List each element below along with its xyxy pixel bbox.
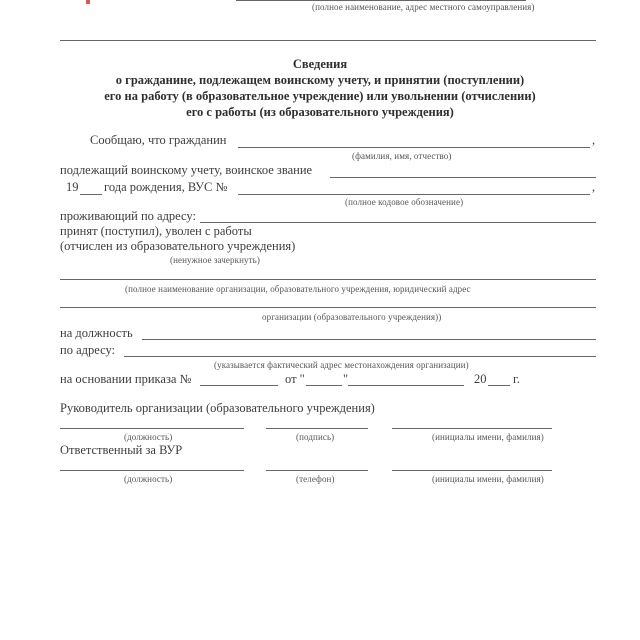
order-basis-label: на основании приказа №: [60, 372, 192, 386]
order-year-prefix: 20: [474, 372, 487, 386]
order-quote-close: ": [343, 372, 349, 386]
caption-fio: (фамилия, имя, отчество): [352, 151, 452, 161]
header-top-line: [236, 0, 526, 1]
expelled-label: (отчислен из образовательного учреждения): [60, 239, 296, 253]
caption-head-position: (должность): [124, 432, 173, 442]
organization-line: [60, 279, 596, 280]
military-rank-line: [330, 177, 596, 178]
header-separator-line: [60, 40, 596, 41]
organization-line-2: [60, 307, 596, 308]
residence-address-line: [200, 222, 596, 223]
header-top-caption: (полное наименование, адрес местного самоуправления): [312, 2, 535, 12]
head-name-line: [392, 428, 552, 429]
caption-unnecessary: (ненужное зачеркнуть): [170, 255, 260, 265]
title-line-2: о гражданине, подлежащем воинскому учету, и принятии (поступлении): [115, 73, 525, 87]
corner-mark: [86, 0, 90, 4]
title-line-4: его с работы (из образовательного учреждения): [186, 105, 454, 119]
responsible-name-line: [392, 470, 552, 471]
position-line: [142, 339, 596, 340]
title-line-3: его на работу (в образовательное учреждение) или увольнении (отчислении): [104, 89, 536, 103]
caption-organization-2: организации (образовательного учреждения)): [262, 312, 442, 322]
document-title: Сведения: [292, 57, 348, 71]
address-label: по адресу:: [60, 343, 116, 357]
caption-organization: (полное наименование организации, образовательного учреждения, юридический адрес: [125, 284, 471, 294]
caption-head-name: (инициалы имени, фамилия): [432, 432, 544, 442]
work-address-line: [124, 356, 596, 357]
birth-year-line: [80, 194, 102, 195]
caption-head-signature: (подпись): [296, 432, 335, 442]
intro-comma: ,: [592, 133, 596, 147]
responsible-label: Ответственный за ВУР: [60, 443, 183, 457]
military-rank-label: подлежащий воинскому учету, воинское звание: [60, 163, 313, 177]
order-day-line: [306, 385, 342, 386]
intro-label: Сообщаю, что гражданин: [90, 133, 227, 147]
position-label: на должность: [60, 326, 133, 340]
birth-year-vus-label: года рождения, ВУС №: [104, 180, 228, 194]
head-label: Руководитель организации (образовательного учреждения): [60, 401, 375, 415]
order-year-suffix: г.: [513, 372, 520, 386]
caption-responsible-position: (должность): [124, 474, 173, 484]
responsible-phone-line: [266, 470, 368, 471]
head-position-line: [60, 428, 244, 429]
order-month-line: [348, 385, 464, 386]
caption-responsible-phone: (телефон): [296, 474, 335, 484]
order-number-line: [200, 385, 278, 386]
caption-responsible-name: (инициалы имени, фамилия): [432, 474, 544, 484]
responsible-position-line: [60, 470, 244, 471]
year-prefix: 19: [66, 180, 79, 194]
vus-line: [238, 194, 590, 195]
head-signature-line: [266, 428, 368, 429]
accepted-label: принят (поступил), уволен с работы: [60, 224, 252, 238]
order-from-label: от ": [285, 372, 305, 386]
citizen-name-line: [238, 147, 590, 148]
caption-actual-address: (указывается фактический адрес местонахождения организации): [214, 360, 469, 370]
caption-vus: (полное кодовое обозначение): [345, 197, 464, 207]
order-year-line: [488, 385, 510, 386]
residing-label: проживающий по адресу:: [60, 209, 196, 223]
vus-comma: ,: [592, 180, 596, 194]
